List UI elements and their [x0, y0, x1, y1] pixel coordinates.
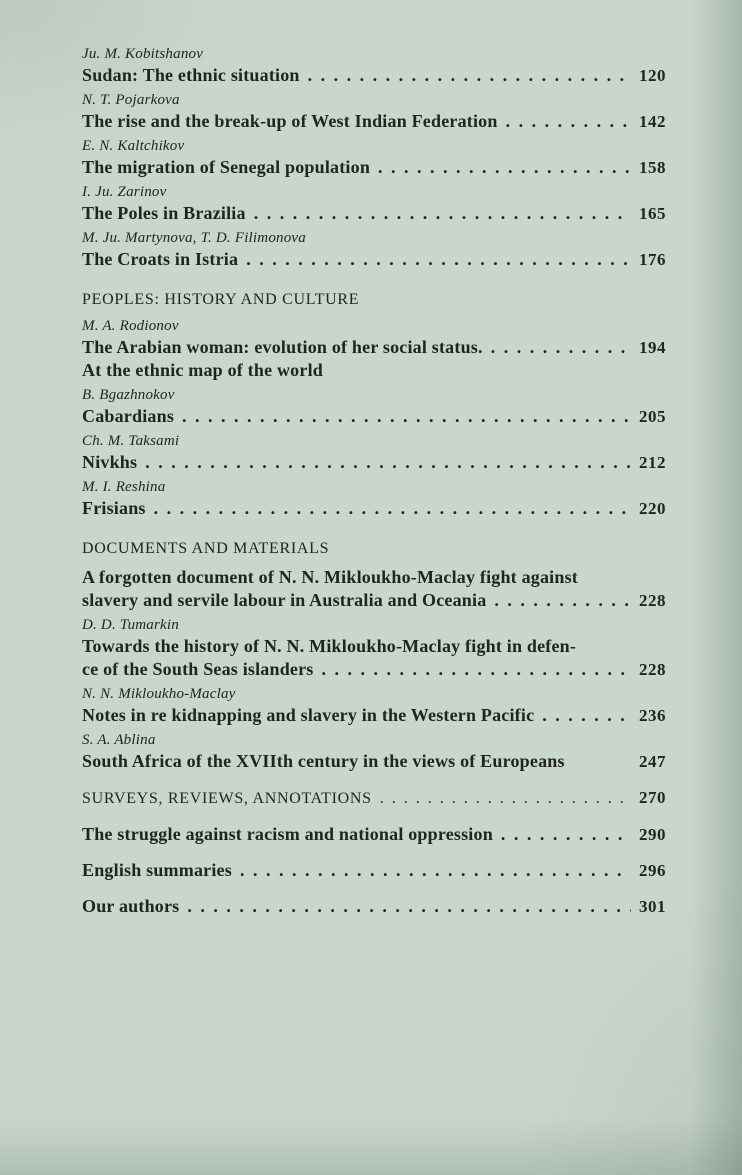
toc-entry-row: [82, 859, 666, 882]
page-number: 194: [639, 338, 666, 357]
toc-entry-text-line: Towards the history of N. N. Mikloukho-Maclay fight in defen-: [82, 636, 577, 656]
page-number: 247: [639, 752, 666, 771]
toc-entry-row: [82, 202, 666, 225]
toc-author: Ju. M. Kobitshanov: [82, 46, 204, 62]
dot-leader: [380, 787, 631, 810]
page-number: 205: [639, 407, 666, 426]
entry-title: The Arabian woman: evolution of her social status.: [82, 337, 483, 357]
dot-leader: [240, 859, 631, 882]
entry-title: Our authors: [82, 896, 180, 916]
toc-author: N. N. Mikloukho-Maclay: [82, 686, 236, 702]
page-number: 270: [639, 788, 666, 807]
toc-section-heading: DOCUMENTS AND MATERIALS: [82, 540, 330, 557]
toc-author: M. A. Rodionov: [82, 318, 179, 334]
entry-title: Cabardians: [82, 406, 175, 426]
toc-author: I. Ju. Zarinov: [82, 184, 167, 200]
entry-title: South Africa of the XVIIth century in the views of Europeans: [82, 751, 565, 771]
dot-leader: [308, 64, 631, 87]
entry-title: The migration of Senegal population: [82, 157, 371, 177]
toc-entry-row: [82, 336, 666, 359]
toc-author: B. Bgazhnokov: [82, 387, 175, 403]
toc-entry-text-line: At the ethnic map of the world: [82, 360, 323, 380]
dot-leader: [254, 202, 631, 225]
toc-entry-row: [82, 750, 666, 773]
toc-entry-row: [82, 497, 666, 520]
dot-leader: [378, 156, 631, 179]
toc-author: E. N. Kaltchikov: [82, 138, 185, 154]
dot-leader: [154, 497, 631, 520]
entry-title: English summaries: [82, 860, 232, 880]
page-number: 236: [639, 706, 666, 725]
section-heading-title: SURVEYS, REVIEWS, ANNOTATIONS: [82, 790, 372, 807]
page-number: 296: [639, 861, 666, 880]
toc-author: M. I. Reshina: [82, 479, 166, 495]
page-number: 228: [639, 591, 666, 610]
entry-title: Notes in re kidnapping and slavery in the Western Pacific: [82, 705, 535, 725]
entry-title: The rise and the break-up of West Indian Federation: [82, 111, 498, 131]
toc-entry-row: [82, 589, 666, 612]
page-number: 290: [639, 825, 666, 844]
toc-author: S. A. Ablina: [82, 732, 156, 748]
toc-entry-row: [82, 895, 666, 918]
entry-title: slavery and servile labour in Australia and Oceania: [82, 590, 487, 610]
entry-title: Sudan: The ethnic situation: [82, 65, 300, 85]
dot-leader: [145, 451, 631, 474]
dot-leader: [506, 110, 631, 133]
dot-leader: [322, 658, 631, 681]
page-number: 228: [639, 660, 666, 679]
page-number: 220: [639, 499, 666, 518]
entry-title: Frisians: [82, 498, 146, 518]
dot-leader: [491, 336, 631, 359]
entry-title: ce of the South Seas islanders: [82, 659, 314, 679]
toc-entry-row: [82, 248, 666, 271]
toc-entry-row: [82, 823, 666, 846]
entry-title: Nivkhs: [82, 452, 138, 472]
page-number: 212: [639, 453, 666, 472]
toc-author: D. D. Tumarkin: [82, 617, 179, 633]
toc-entry-text-line: A forgotten document of N. N. Mikloukho-Maclay fight against: [82, 567, 578, 587]
toc-entry-row: [82, 405, 666, 428]
page-number: 165: [639, 204, 666, 223]
page-number: 142: [639, 112, 666, 131]
page-number: 158: [639, 158, 666, 177]
toc-author: M. Ju. Martynova, T. D. Filimonova: [82, 230, 306, 246]
entry-title: The Croats in Istria: [82, 249, 239, 269]
toc-entry-row: [82, 658, 666, 681]
page-number: 120: [639, 66, 666, 85]
dot-leader: [501, 823, 631, 846]
toc-author: Ch. M. Taksami: [82, 433, 180, 449]
dot-leader: [494, 589, 631, 612]
page-number: 301: [639, 897, 666, 916]
dot-leader: [182, 405, 631, 428]
toc-entry-row: [82, 451, 666, 474]
page-number: 176: [639, 250, 666, 269]
toc: [82, 45, 666, 918]
dot-leader: [542, 704, 631, 727]
entry-title: The struggle against racism and national oppression: [82, 824, 493, 844]
toc-author: N. T. Pojarkova: [82, 92, 180, 108]
toc-section-heading: PEOPLES: HISTORY AND CULTURE: [82, 291, 360, 308]
entry-title: The Poles in Brazilia: [82, 203, 246, 223]
toc-entry-row: [82, 64, 666, 87]
toc-entry-row: [82, 110, 666, 133]
dot-leader: [187, 895, 631, 918]
toc-heading-entry-row: [82, 786, 666, 810]
toc-entry-row: [82, 704, 666, 727]
toc-entry-row: [82, 156, 666, 179]
dot-leader: [246, 248, 631, 271]
